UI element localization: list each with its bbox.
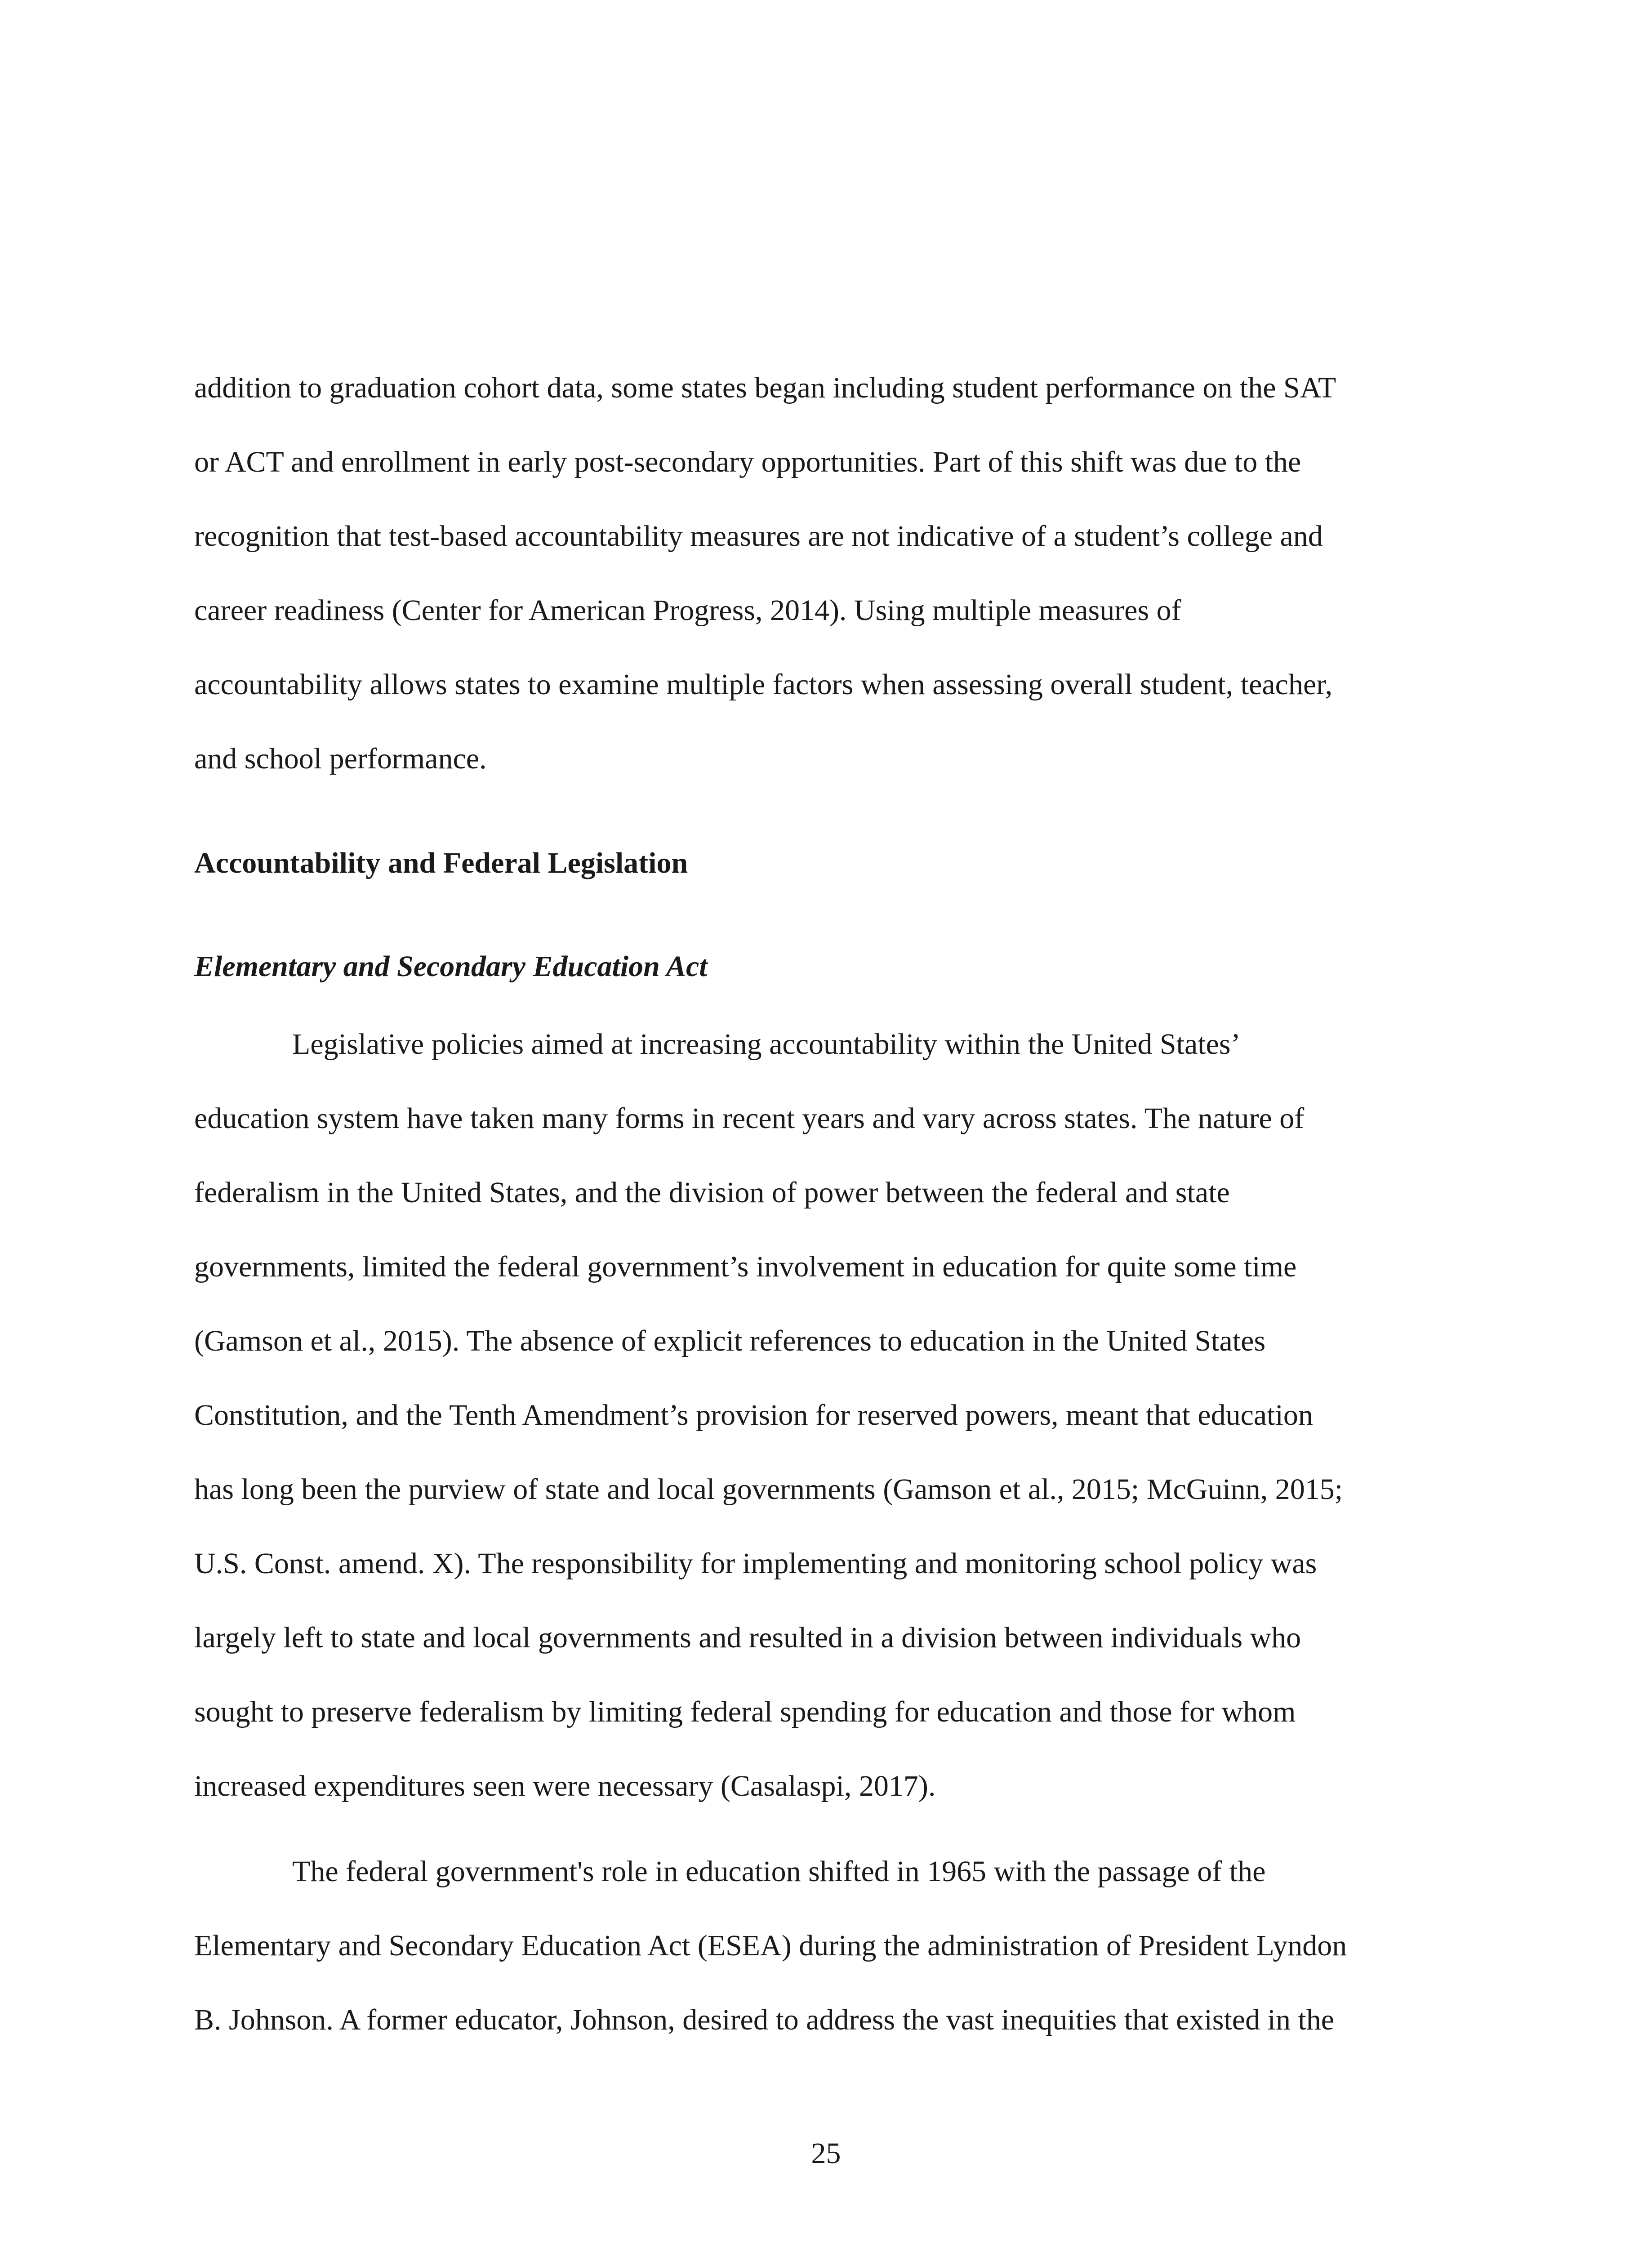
paragraph-3-line: Elementary and Secondary Education Act (ESEA) during the administration of President Lyndon: [194, 1929, 1347, 1962]
page-number: 25: [811, 2137, 841, 2170]
paragraph-1-line: accountability allows states to examine multiple factors when assessing overall student, teacher,: [194, 668, 1333, 701]
paragraph-3-line: The federal government's role in education shifted in 1965 with the passage of the: [292, 1855, 1266, 1888]
paragraph-2-line: education system have taken many forms in recent years and vary across states. The nature of: [194, 1102, 1305, 1135]
paragraph-2-line: increased expenditures seen were necessary (Casalaspi, 2017).: [194, 1770, 936, 1802]
paragraph-2-line: U.S. Const. amend. X). The responsibility for implementing and monitoring school policy was: [194, 1547, 1317, 1580]
paragraph-1-line: or ACT and enrollment in early post-secondary opportunities. Part of this shift was due to the: [194, 446, 1301, 478]
paragraph-2-line: federalism in the United States, and the division of power between the federal and state: [194, 1176, 1230, 1209]
paragraph-1: [194, 351, 1457, 796]
paragraph-1-line: career readiness (Center for American Progress, 2014). Using multiple measures of: [194, 594, 1181, 627]
paragraph-1-line: and school performance.: [194, 742, 487, 775]
paragraph-2-line: governments, limited the federal government’s involvement in education for quite some time: [194, 1250, 1297, 1283]
paragraph-2-line: has long been the purview of state and local governments (Gamson et al., 2015; McGuinn, 2015;: [194, 1473, 1343, 1506]
paragraph-3: [194, 1834, 1457, 2057]
paragraph-3-line: B. Johnson. A former educator, Johnson, desired to address the vast inequities that existed in the: [194, 2003, 1335, 2036]
subsection-heading: Elementary and Secondary Education Act: [194, 950, 708, 983]
paragraph-2-line: (Gamson et al., 2015). The absence of explicit references to education in the United States: [194, 1325, 1266, 1357]
paragraph-1-line: addition to graduation cohort data, some states began including student performance on the SAT: [194, 371, 1336, 404]
paragraph-2-line: largely left to state and local governments and resulted in a division between individuals who: [194, 1621, 1301, 1654]
paragraph-2-line: Legislative policies aimed at increasing accountability within the United States’: [292, 1028, 1241, 1061]
paragraph-2-line: Constitution, and the Tenth Amendment’s provision for reserved powers, meant that education: [194, 1399, 1313, 1432]
paragraph-2: [194, 1007, 1457, 1823]
section-heading: Accountability and Federal Legislation: [194, 847, 688, 879]
paragraph-2-line: sought to preserve federalism by limiting federal spending for education and those for whom: [194, 1695, 1296, 1728]
paragraph-1-line: recognition that test-based accountability measures are not indicative of a student’s college and: [194, 520, 1323, 553]
